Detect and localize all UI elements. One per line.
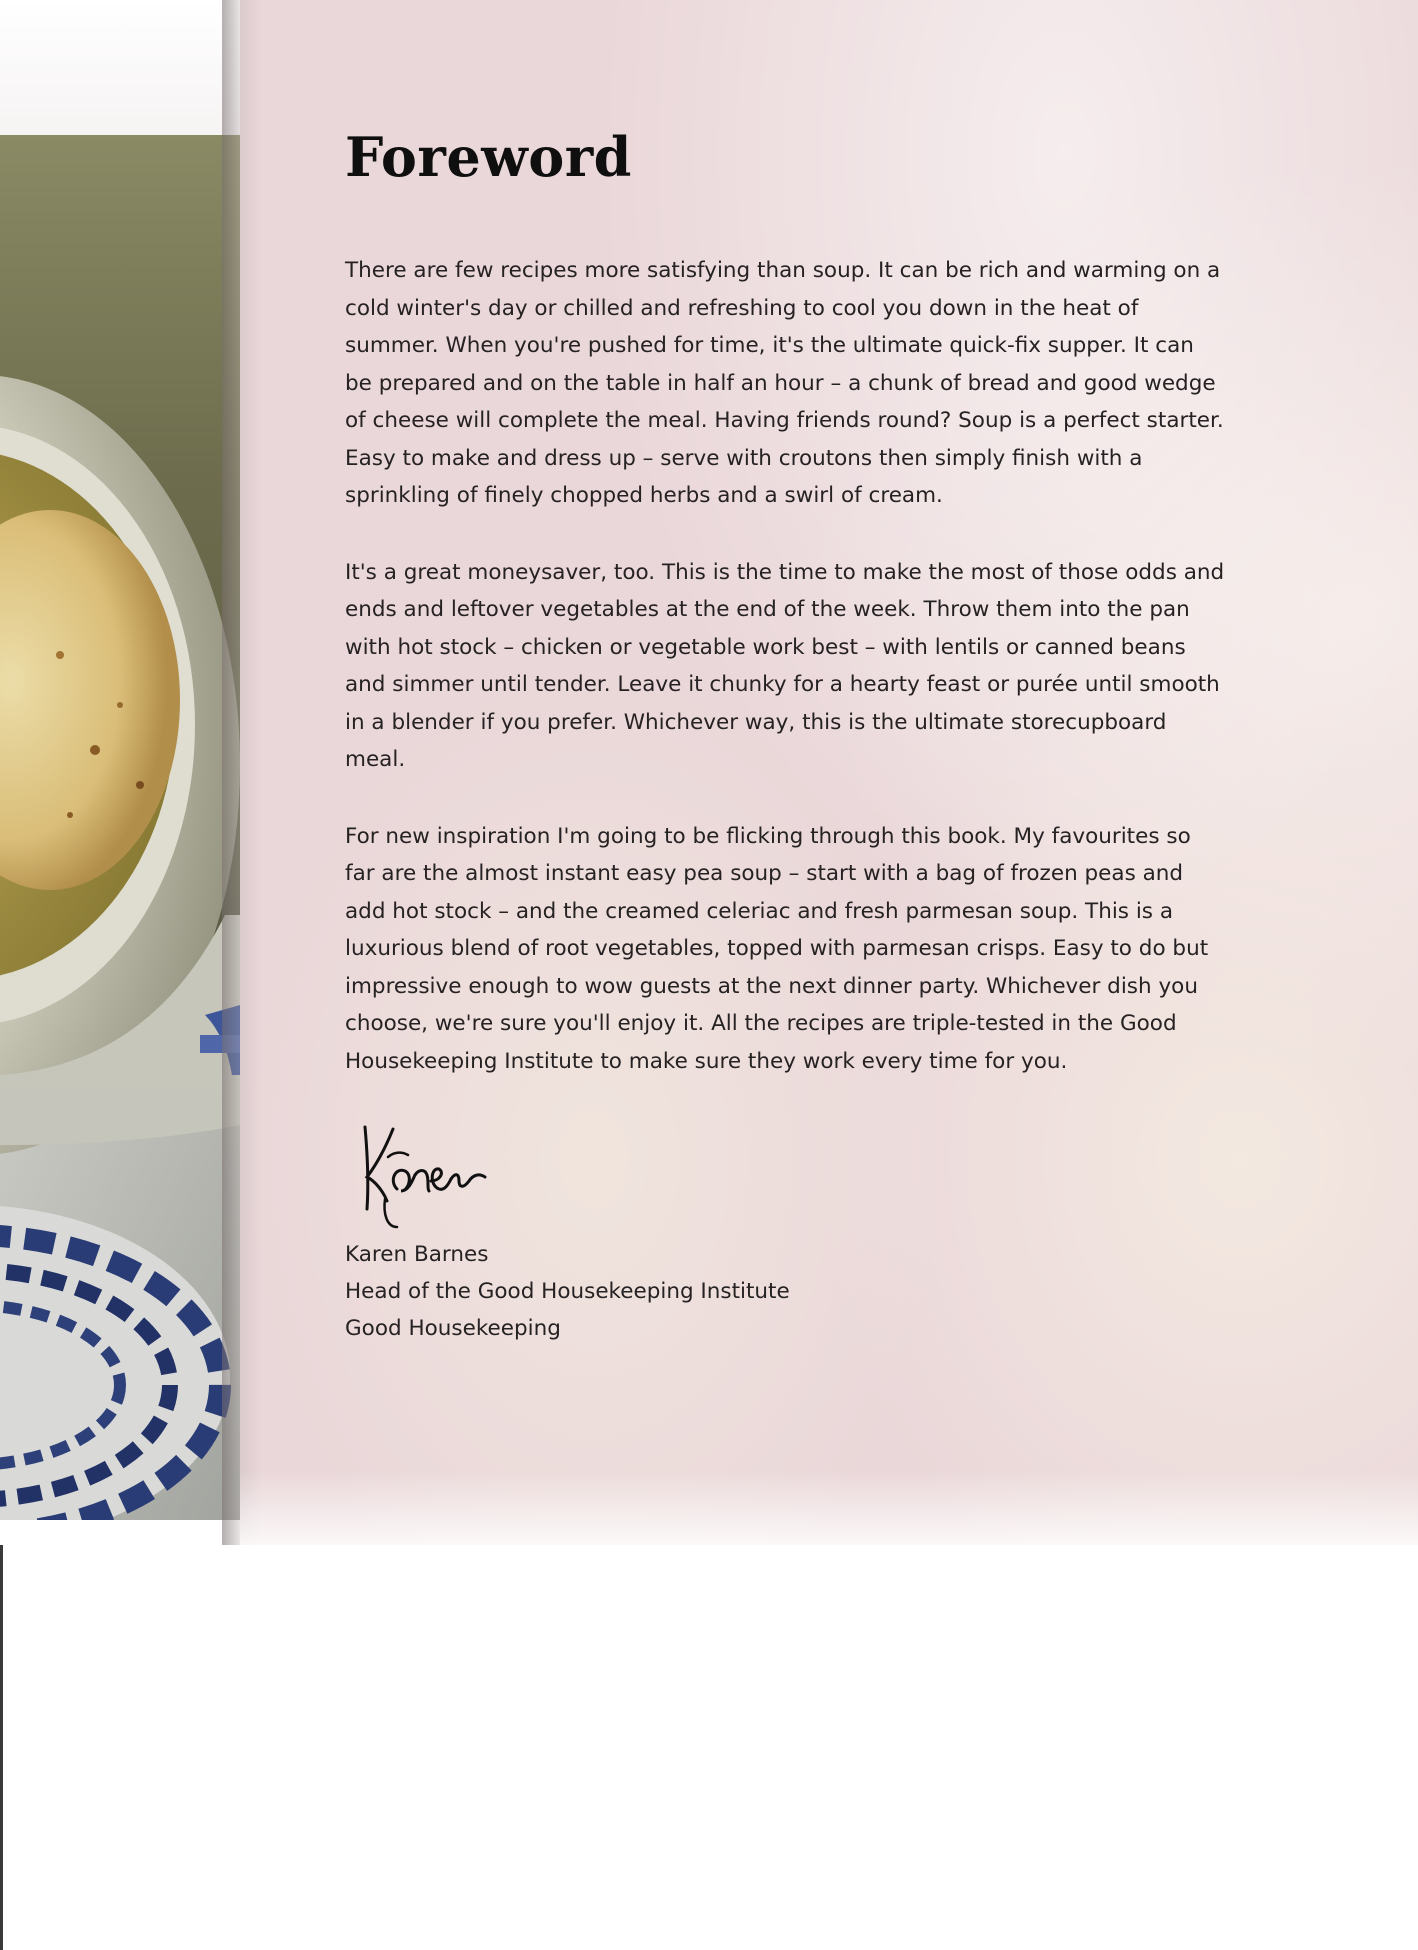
handwritten-signature [353,1119,503,1234]
paragraph-3: For new inspiration I'm going to be flicking through this book. My favourites so far are the almost instant easy pea soup – start with a bag of frozen peas and add hot stock – and the creamed celeriac and fresh parmesan soup. This is a luxurious blend of root vegetables, topped with parmesan crisps. Easy to do but impressive enough to wow guests at the next dinner party. Whichever dish you choose, we're sure you'll enjoy it. All the recipes are triple-tested in the Good Housekeeping Institute to make sure they work every time for you. [345,823,1209,1074]
margin-strip [0,0,240,135]
scan-edge [0,1545,3,1950]
soup-bowl-photo [0,135,240,1520]
page-bottom-fade [240,1470,1418,1560]
author-role: Head of the Good Housekeeping Institute [345,1279,790,1305]
foreword-content [345,125,1225,1347]
author-block [345,1236,1225,1347]
paragraph-1: There are few recipes more satisfying than soup. It can be rich and warming on a cold winter's day or chilled and refreshing to cool you down in the heat of summer. When you're pushed for time, it's the ultimate quick-fix supper. It can be prepared and on the table in half an hour – a chunk of bread and good wedge of cheese will complete the meal. Having friends round? Soup is a perfect starter. Easy to make and dress up – serve with croutons then simply finish with a sprinkling of finely chopped herbs and a swirl of cream. [345,258,1224,509]
paragraph-2: It's a great moneysaver, too. This is the time to make the most of those odds and ends and leftover vegetables at the end of the week. Throw them into the pan with hot stock – chicken or vegetable work best – with lentils or canned beans and simmer until tender. Leave it chunky for a hearty feast or purée until smooth in a blender if you prefer. Whichever way, this is the ultimate storecupboard meal. [345,559,1225,773]
author-organization: Good Housekeeping [345,1316,561,1342]
author-name: Karen Barnes [345,1242,489,1268]
page-edge-shadow [222,0,262,1545]
page-title: Foreword [345,125,632,189]
